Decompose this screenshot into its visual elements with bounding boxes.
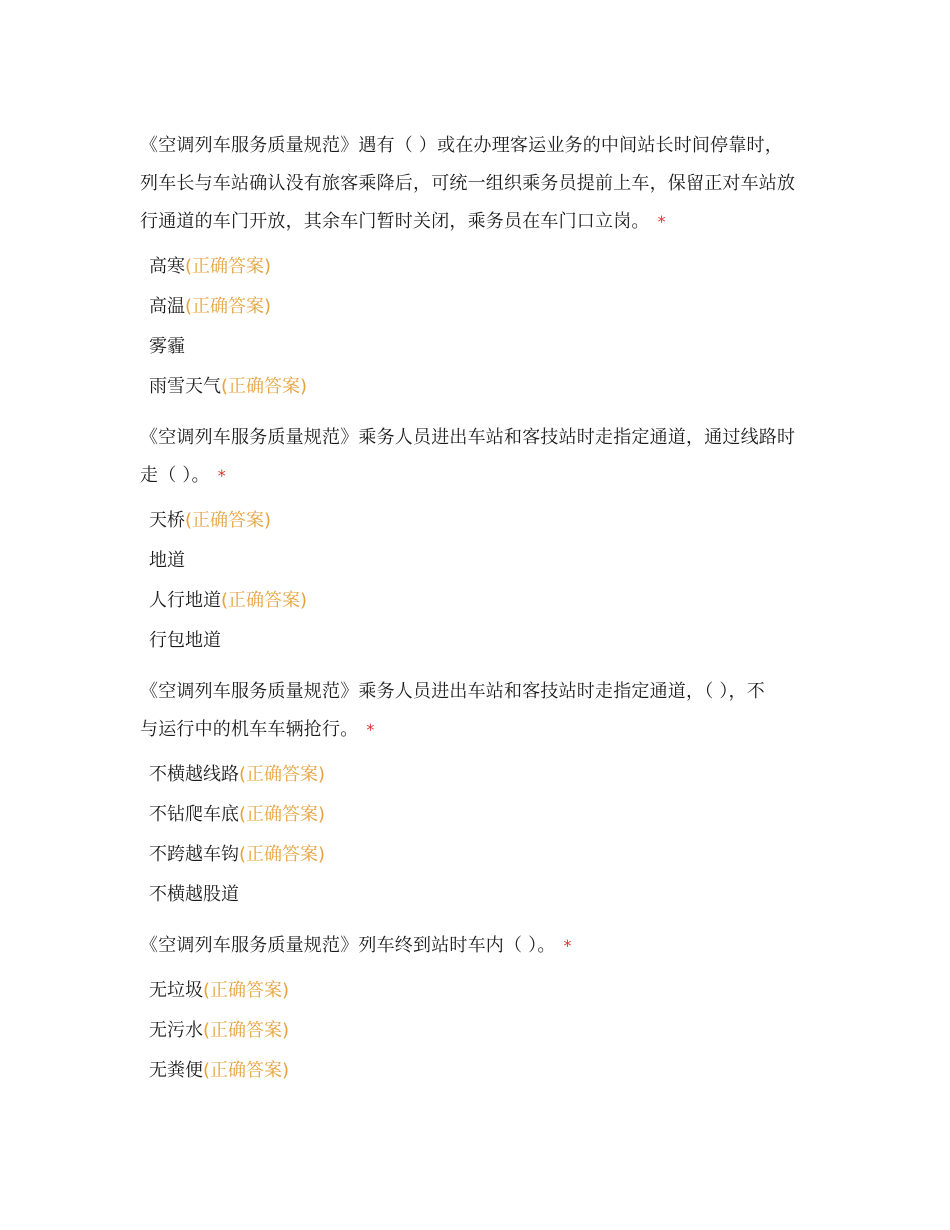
question-4 (140, 927, 820, 1091)
correct-answer-tag: (正确答案) (185, 296, 272, 317)
option-label: 无垃圾 (149, 980, 203, 1001)
question-gap (140, 661, 820, 673)
question-line: 《空调列车服务质量规范》遇有（ ）或在办理客运业务的中间站长时间停靠时， (140, 135, 783, 156)
option-label: 不跨越车钩 (149, 844, 239, 865)
option-label: 人行地道 (149, 590, 221, 611)
required-mark: * (657, 212, 666, 231)
question-list (140, 127, 820, 1091)
required-mark: * (217, 466, 226, 485)
option-label: 行包地道 (149, 630, 221, 651)
option-item[interactable] (140, 287, 820, 327)
question-3 (140, 673, 820, 915)
option-item[interactable] (140, 1051, 820, 1091)
correct-answer-tag: (正确答案) (203, 980, 290, 1001)
option-item[interactable] (140, 581, 820, 621)
required-mark: * (366, 720, 375, 739)
option-label: 高寒 (149, 256, 185, 277)
option-item[interactable] (140, 835, 820, 875)
question-line: 《空调列车服务质量规范》乘务人员进出车站和客技站时走指定通道，通过线路时 (140, 427, 796, 448)
question-line: 与运行中的机车车辆抢行。 (140, 719, 359, 740)
option-label: 雨雪天气 (149, 376, 221, 397)
question-2 (140, 419, 820, 661)
option-label: 无粪便 (149, 1060, 203, 1081)
question-text (140, 927, 820, 965)
option-item[interactable] (140, 247, 820, 287)
option-label: 不横越股道 (149, 884, 239, 905)
option-list (140, 971, 820, 1091)
question-line: 列车长与车站确认没有旅客乘降后，可统一组织乘务员提前上车，保留正对车站放 (140, 173, 796, 194)
option-item[interactable] (140, 541, 820, 581)
option-label: 不钻爬车底 (149, 804, 239, 825)
option-label: 不横越线路 (149, 764, 239, 785)
question-line: 行通道的车门开放，其余车门暂时关闭，乘务员在车门口立岗。 (140, 211, 650, 232)
correct-answer-tag: (正确答案) (239, 844, 326, 865)
option-list (140, 247, 820, 407)
option-item[interactable] (140, 501, 820, 541)
question-gap (140, 407, 820, 419)
option-item[interactable] (140, 327, 820, 367)
option-label: 无污水 (149, 1020, 203, 1041)
correct-answer-tag: (正确答案) (239, 804, 326, 825)
option-item[interactable] (140, 971, 820, 1011)
question-1 (140, 127, 820, 407)
question-gap (140, 915, 820, 927)
option-label: 雾霾 (149, 336, 185, 357)
correct-answer-tag: (正确答案) (221, 590, 308, 611)
correct-answer-tag: (正确答案) (203, 1060, 290, 1081)
correct-answer-tag: (正确答案) (185, 256, 272, 277)
question-text (140, 127, 820, 241)
question-line: 《空调列车服务质量规范》乘务人员进出车站和客技站时走指定通道，（ ），不 (140, 681, 765, 702)
option-item[interactable] (140, 621, 820, 661)
required-mark: * (563, 936, 572, 955)
question-line: 《空调列车服务质量规范》列车终到站时车内（ ）。 (140, 935, 556, 956)
option-item[interactable] (140, 795, 820, 835)
option-list (140, 501, 820, 661)
question-line: 走（ ）。 (140, 465, 210, 486)
option-label: 地道 (149, 550, 185, 571)
option-item[interactable] (140, 367, 820, 407)
question-text (140, 419, 820, 495)
correct-answer-tag: (正确答案) (239, 764, 326, 785)
correct-answer-tag: (正确答案) (221, 376, 308, 397)
option-item[interactable] (140, 1011, 820, 1051)
option-label: 天桥 (149, 510, 185, 531)
question-text (140, 673, 820, 749)
correct-answer-tag: (正确答案) (185, 510, 272, 531)
option-item[interactable] (140, 755, 820, 795)
option-item[interactable] (140, 875, 820, 915)
correct-answer-tag: (正确答案) (203, 1020, 290, 1041)
option-list (140, 755, 820, 915)
option-label: 高温 (149, 296, 185, 317)
